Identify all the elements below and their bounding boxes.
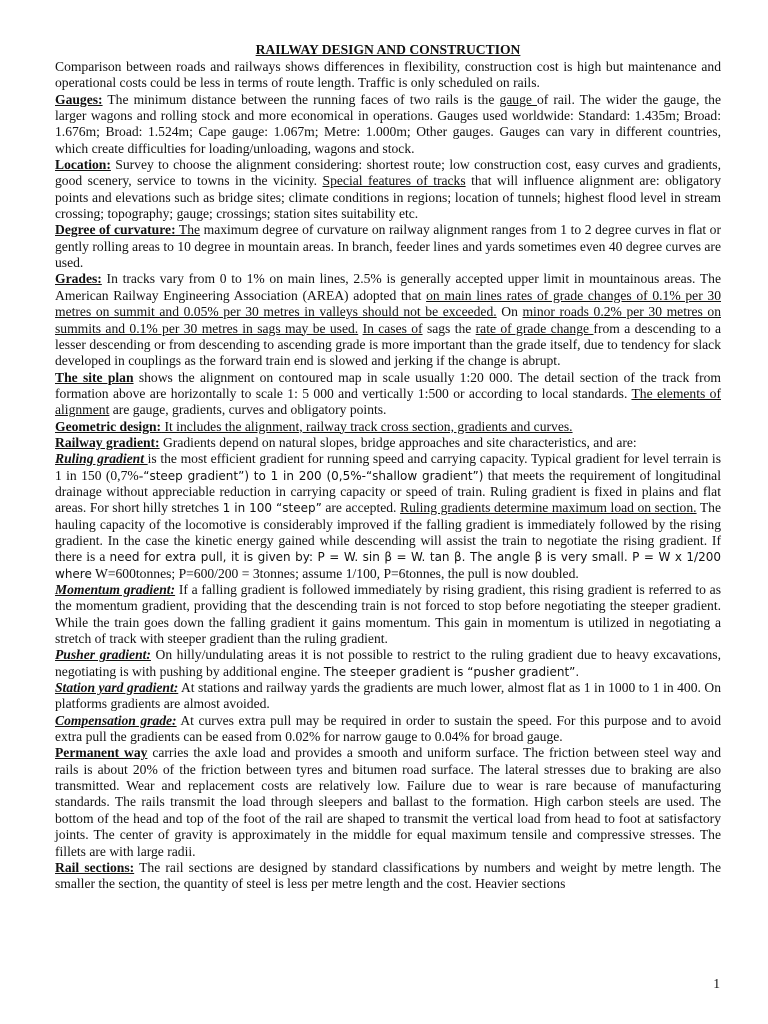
site-plan-text: shows the alignment on contoured map in scale usually 1:20 000. The detail section of the track from formation above are horizontally to scale 1: 5 000 and vertically 1:500 or according to local standards. <box>55 369 721 401</box>
geometric-paragraph <box>55 419 721 435</box>
gauges-text: The minimum distance between the running faces of two rails is the <box>102 91 500 107</box>
curvature-text: maximum degree of curvature on railway alignment ranges from 1 to 2 degree curves in flat or gently rolling areas to 10 degree in mountain areas. In branch, feeder lines and yards sometimes even 40 degree curves are used. <box>55 222 722 271</box>
ruling-underlined: Ruling gradients determine maximum load on section. <box>400 500 697 516</box>
railway-gradient-paragraph <box>55 435 721 451</box>
grades-text: from a descending to a lesser descending or from descending to ascending grade is more important than the grade itself, due to tendency for slack developed in couplings as the forward train end is slowed and jerking if the change is abrupt. <box>55 320 722 369</box>
curvature-paragraph <box>55 222 721 271</box>
ruling-sans-text: 1 in 100 “steep” <box>222 501 322 516</box>
intro-text: Comparison between roads and railways shows differences in flexibility, construction cost is high but maintenance and operational costs could be less in terms of route length. Traffic is only scheduled on rails. <box>55 59 721 91</box>
compensation-text: At curves extra pull may be required in order to sustain the speed. For this purpose and to avoid extra pull the gradients can be eased from 0.02% for narrow gauge to 0.04% for broad gauge. <box>55 712 722 745</box>
gauges-heading: Gauges: <box>55 91 103 107</box>
station-yard-paragraph <box>55 680 721 713</box>
site-plan-underlined: The elements of alignment <box>55 385 721 418</box>
station-yard-heading: Station yard gradient: <box>55 680 179 696</box>
compensation-heading: Compensation grade: <box>55 712 177 728</box>
page-number: 1 <box>713 976 720 991</box>
rail-sections-paragraph <box>55 860 721 893</box>
pusher-text: On hilly/undulating areas it is not possible to restrict to the ruling gradient due to heavy excavations, negotiating is with pushing by additional engine. <box>55 647 721 679</box>
station-yard-text: At stations and railway yards the gradients are much lower, almost flat as 1 in 1000 to 1 in 400. On platforms gradients are almost avoided. <box>55 680 721 712</box>
rail-sections-heading: Rail sections: <box>55 859 135 875</box>
site-plan-text: are gauge, gradients, curves and obligatory points. <box>109 402 387 418</box>
geometric-underlined: It includes the alignment, railway track cross section, gradients and curves. <box>161 418 573 434</box>
pusher-paragraph <box>55 647 721 680</box>
location-text: Survey to choose the alignment considering: shortest route; low construction cost, easy curves and gradients, good scenery, service to towns in the vicinity. <box>55 157 721 189</box>
ruling-text: that meets the requirement of longitudinal drainage without appreciable reduction in carrying capacity or speed of train. Ruling gradient is fixed in plains and flat areas. For short hilly stretches <box>55 467 721 516</box>
grades-text: On <box>496 304 523 320</box>
grades-text: In tracks vary from 0 to 1% on main lines, 2.5% is generally accepted upper limit in mountainous areas. The American Railway Engineering Association (AREA) adopted that <box>55 271 721 303</box>
location-paragraph <box>55 157 721 222</box>
site-plan-heading: The site plan <box>55 369 134 385</box>
ruling-formula: need for extra pull, it is given by: P = W. sin β = W. tan β. The angle β is very small. P = W x 1/200 where <box>55 550 721 581</box>
geometric-heading: Geometric design: <box>55 418 162 434</box>
permanent-way-text: carries the axle load and provides a smooth and uniform surface. The friction between steel way and rails is about 20% of the friction between tyres and bitumen road surface. The lateral stresses due to braking are also transmitted. Wear and replacement costs are relatively low. Failure due to wear is rare because of manufacturing standards. The rails transmit the load through sleepers and ballast to the formation. High carbon steels are used. The bottom of the head and top of the foot of the rail are shaped to transmit the vertical load from head to foot at satisfactory joints. The center of gravity is approximately in the middle for equal maximum tensile and compressive stresses. The fillets are with large radii. <box>55 745 721 859</box>
curvature-heading: Degree of curvature: <box>55 222 176 238</box>
ruling-text: is the most efficient gradient for running speed and carrying capacity. Typical gradient for level terrain is 1 in 150 (0,7%- <box>55 451 721 483</box>
ruling-sans-text: “steep gradient”) to 1 in 200 (0,5%-“shallow gradient”) <box>143 468 484 483</box>
railway-gradient-heading: Railway gradient: <box>55 434 160 450</box>
site-plan-paragraph <box>55 370 721 419</box>
pusher-heading: Pusher gradient: <box>55 647 151 663</box>
grades-heading: Grades: <box>55 271 102 287</box>
momentum-text: If a falling gradient is followed immediately by rising gradient, this rising gradient is referred to as the momentum gradient, providing that the descending train is not forced to stop before negotiating the steeper gradient. While the train goes down the falling gradient it gains momentum. This gain in momentum is utilized in negotiating a stretch of track with steeper gradient than the ruling gradient. <box>55 582 721 647</box>
gauges-text: of rail. The wider the gauge, the larger wagons and rolling stock and more economical in operations. Gauges used worldwide: Standard: 1.435m; Broad: 1.676m; Broad: 1.524m; Cape gauge: 1.067m; Metre: 1.000m; Other gauges. Gauges can vary in different countries, which create difficulties for loading/unloading, wagons and stock. <box>55 91 722 156</box>
compensation-paragraph <box>55 713 721 746</box>
ruling-text: The hauling capacity of the locomotive is considerably improved if the falling gradient is immediately followed by the rising gradient. In the case the kinetic energy gained while descending will assist the train to negotiate the rising gradient. If there is a <box>55 500 722 565</box>
railway-gradient-text: Gradients depend on natural slopes, bridge approaches and site characteristics, and are: <box>159 434 637 450</box>
grades-underlined: In cases of <box>362 320 423 336</box>
ruling-text: are accepted. <box>321 500 401 516</box>
pusher-sans-text: The steeper gradient is “pusher gradient”. <box>323 664 580 679</box>
grades-underlined: on main lines rates of grade changes of 0.1% per 30 metres on summit and 0.05% per 30 metres in valleys should not be exceeded. <box>55 287 722 320</box>
intro-paragraph <box>55 59 721 92</box>
rail-sections-text: The rail sections are designed by standard classifications by numbers and weight by metre length. The smaller the section, the quantity of steel is less per metre length and the cost. Heavier sections <box>55 859 721 892</box>
ruling-text: W=600tonnes; P=600/200 = 3tonnes; assume 1/100, P=6tonnes, the pull is now doubled. <box>91 565 579 581</box>
location-heading: Location: <box>55 157 111 173</box>
gauges-paragraph <box>55 92 721 157</box>
document-title: RAILWAY DESIGN AND CONSTRUCTION <box>255 42 521 57</box>
permanent-way-heading: Permanent way <box>55 745 148 761</box>
gauges-underlined: gauge <box>499 91 537 107</box>
momentum-paragraph <box>55 582 721 647</box>
location-underlined: Special features of tracks <box>322 173 466 189</box>
location-text: that will influence alignment are: obligatory points and elevations such as bridge sites; climate conditions in regions; location of tunnels; highest flood level in stream crossing; topography; gauge; crossings; station sites suitability etc. <box>55 173 722 222</box>
curvature-underlined: The <box>175 222 201 238</box>
grades-paragraph <box>55 271 721 369</box>
ruling-paragraph <box>55 451 721 582</box>
ruling-heading: Ruling gradient <box>55 451 148 467</box>
permanent-way-paragraph <box>55 745 721 859</box>
grades-text: sags the <box>422 320 476 336</box>
grades-underlined: minor roads 0.2% per 30 metres on summits and 0.1% per 30 metres in sags may be used. <box>55 304 721 336</box>
momentum-heading: Momentum gradient: <box>55 582 176 597</box>
grades-underlined: rate of grade change <box>475 320 594 336</box>
